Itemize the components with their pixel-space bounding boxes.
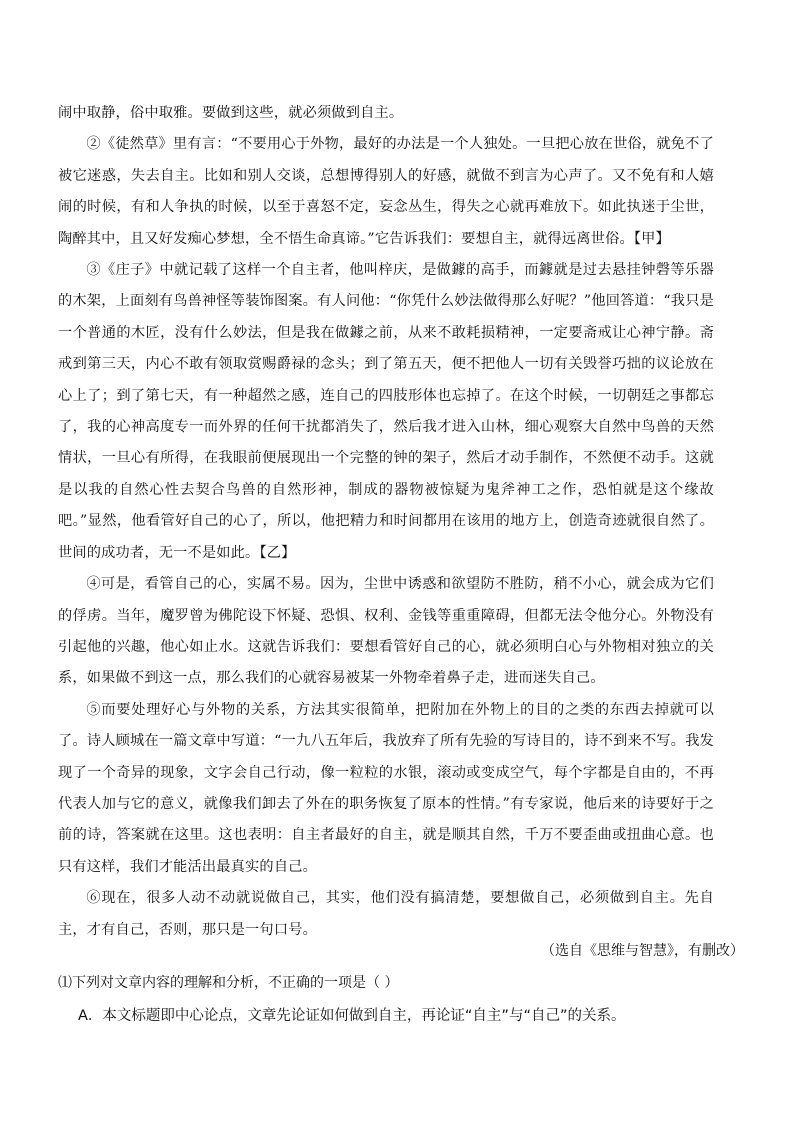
source-citation: （选自《思维与智慧》，有删改） [541, 943, 744, 959]
paragraph-5: ⑤而要处理好心与外物的关系，方法其实很简单，把附加在外物上的目的之类的东西去掉就可以了。诗人顾城在一篇文章中写道：“一九八五年后，我放弃了所有先验的写诗目的，诗不到来不写。我发现了一个奇异的现象，文字会自己行动，像一粒粒的水银，滚动或变成空气，每个字都是自由的，不再代表人加与它的意义，就像我们卸去了外在的职务恢复了原本的性情。”有专家说，他后来的诗要好于之前的诗，答案就在这里。这也表明：自主者最好的自主，就是顺其自然，千万不要歪曲或扭曲心意。也只有这样，我们才能活出最真实的自己。 [58, 701, 714, 875]
option-a: A．本文标题即中心论点，文章先论证如何做到自主，再论证“自主”与“自己”的关系。 [78, 1008, 626, 1024]
article-body [58, 98, 714, 946]
paragraph-1-continued: 闹中取静，俗中取雅。要做到这些，就必须做到自主。 [58, 105, 404, 121]
paragraph-6: ⑥现在，很多人动不动就说做自己，其实，他们没有搞清楚，要想做自己，必须做到自主。先自主，才有自己，否则，那只是一句口号。 [58, 890, 714, 938]
question-stem: ⑴下列对文章内容的理解和分析，不正确的一项是（ ） [58, 975, 399, 991]
paragraph-3: ③《庄子》中就记载了这样一个自主者，他叫梓庆，是做鐻的高手，而鐻就是过去悬挂钟磬等乐器的木架，上面刻有鸟兽神怪等装饰图案。有人问他：“你凭什么妙法做得那么好呢？”他回答道：“我只是一个普通的木匠，没有什么妙法，但是我在做鐻之前，从来不敢耗损精神，一定要斋戒让心神宁静。斋戒到第三天，内心不敢有领取赏赐爵禄的念头；到了第五天，便不把他人一切有关毁誉巧拙的议论放在心上了；到了第七天，有一种超然之感，连自己的四肢形体也忘掉了。在这个时候，一切朝廷之事都忘了，我的心神高度专一而外界的任何干扰都消失了，然后我才进入山林，细心观察大自然中鸟兽的天然情状，一旦心有所得，在我眼前便展现出一个完整的钟的架子，然后才动手制作，不然便不动手。这就是以我的自然心性去契合鸟兽的自然形神，制成的器物被惊疑为鬼斧神工之作，恐怕就是这个缘故吧。”显然，他看管好自己的心了，所以，他把精力和时间都用在该用的地方上，创造奇迹就很自然了。世间的成功者，无一不是如此。【乙】 [58, 262, 714, 561]
paragraph-4: ④可是，看管自己的心，实属不易。因为，尘世中诱惑和欲望防不胜防，稍不小心，就会成为它们的俘虏。当年，魔罗曾为佛陀设下怀疑、恐惧、权利、金钱等重重障碍，但都无法令他分心。外物没有引起他的兴趣，他心如止水。这就告诉我们：要想看管好自己的心，就必须明白心与外物相对独立的关系，如果做不到这一点，那么我们的心就容易被某一外物牵着鼻子走，进而迷失自己。 [58, 576, 714, 687]
paragraph-2: ②《徒然草》里有言：“不要用心于外物，最好的办法是一个人独处。一旦把心放在世俗，就免不了被它迷惑，失去自主。比如和别人交谈，总想博得别人的好感，就做不到言为心声了。又不免有和人嬉闹的时候，有和人争执的时候，以至于喜怒不定，妄念丛生，得失之心就再难放下。如此执迷于尘世，陶醉其中，且又好发痴心梦想，全不悟生命真谛。”它告诉我们：要想自主，就得远离世俗。【甲】 [58, 136, 714, 247]
